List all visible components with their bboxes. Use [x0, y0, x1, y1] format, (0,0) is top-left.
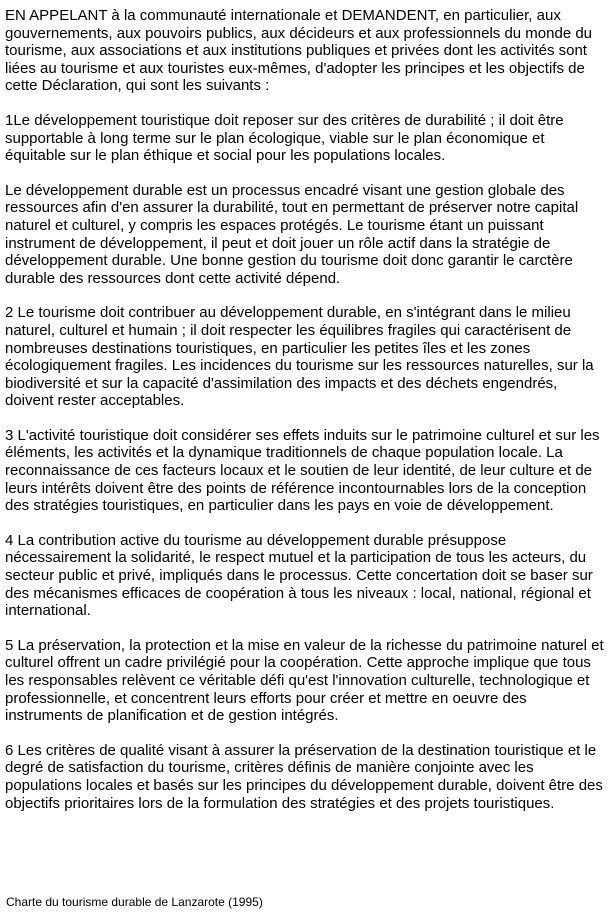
intro-paragraph: EN APPELANT à la communauté internationale et DEMANDENT, en particulier, aux gouvernements, aux pouvoirs publics, aux décideurs et aux professionnels du monde du tourisme, aux associations et aux institutions publiques et privées dont les activités sont liées au tourisme et aux touristes eux-mêmes, d'adopter les principes et les objectifs de cette Déclaration, qui sont les suivants :: [5, 7, 593, 95]
principle-1-commentary-paragraph: Le développement durable est un processus encadré visant une gestion globale des ressources afin d'en assurer la durabilité, tout en permettant de préserver notre capital naturel et culturel, y compris les espaces protégés. Le tourisme étant un puissant instrument de développement, il peut et doit jouer un rôle actif dans la stratégie de développement durable. Une bonne gestion du tourisme doit donc garantir le carctère durable des ressources dont cette activité dépend.: [5, 181, 579, 287]
principle-3-paragraph: 3 L'activité touristique doit considérer ses effets induits sur le patrimoine culturel et sur les éléments, les activités et la dynamique traditionnels de chaque population locale. La reconnaissance de ces facteurs locaux et le soutien de leur identité, de leur culture et de leurs intérêts doivent être des points de référence incontournables lors de la conception des stratégies touristiques, en particulier dans les pays en voie de développement.: [5, 426, 600, 515]
principle-5-paragraph: 5 La préservation, la protection et la mise en valeur de la richesse du patrimoine naturel et culturel offrent un cadre privilégié pour la coopération. Cette approche implique que tous les responsables relèvent ce véritable défi qu'est l'innovation culturelle, technologique et professionnelle, et concentrent leurs efforts pour créer et mettre en oeuvre des instruments de planification et de gestion intégrés.: [5, 636, 604, 725]
principle-2-paragraph: 2 Le tourisme doit contribuer au développement durable, en s'intégrant dans le milieu naturel, culturel et humain ; il doit respecter les équilibres fragiles qui caractérisent de nombreuses destinations touristiques, en particulier les petites îles et les zones écologiquement fragiles. Les incidences du tourisme sur les ressources naturelles, sur la biodiversité et sur la capacité d'assimilation des impacts et des déchets engendrés, doivent rester acceptables.: [5, 304, 594, 410]
source-caption: Charte du tourisme durable de Lanzarote (1995): [6, 895, 263, 909]
principle-4-paragraph: 4 La contribution active du tourisme au développement durable présuppose nécessairement la solidarité, le respect mutuel et la participation de tous les acteurs, du secteur public et privé, impliqués dans le processus. Cette concertation doit se baser sur des mécanismes efficaces de coopération à tous les niveaux : local, national, régional et international.: [5, 531, 593, 620]
principle-6-paragraph: 6 Les critères de qualité visant à assurer la préservation de la destination touristique et le degré de satisfaction du tourisme, critères définis de manière conjointe avec les populations locales et basés sur les principes du développement durable, doivent être des objectifs prioritaires lors de la formulation des stratégies et des projets touristiques.: [5, 741, 603, 812]
declaration-text-block: [5, 7, 607, 829]
principle-1-paragraph: 1Le développement touristique doit reposer sur des critères de durabilité ; il doit être supportable à long terme sur le plan écologique, viable sur le plan économique et équitable sur le plan éthique et social pour les populations locales.: [5, 111, 564, 165]
